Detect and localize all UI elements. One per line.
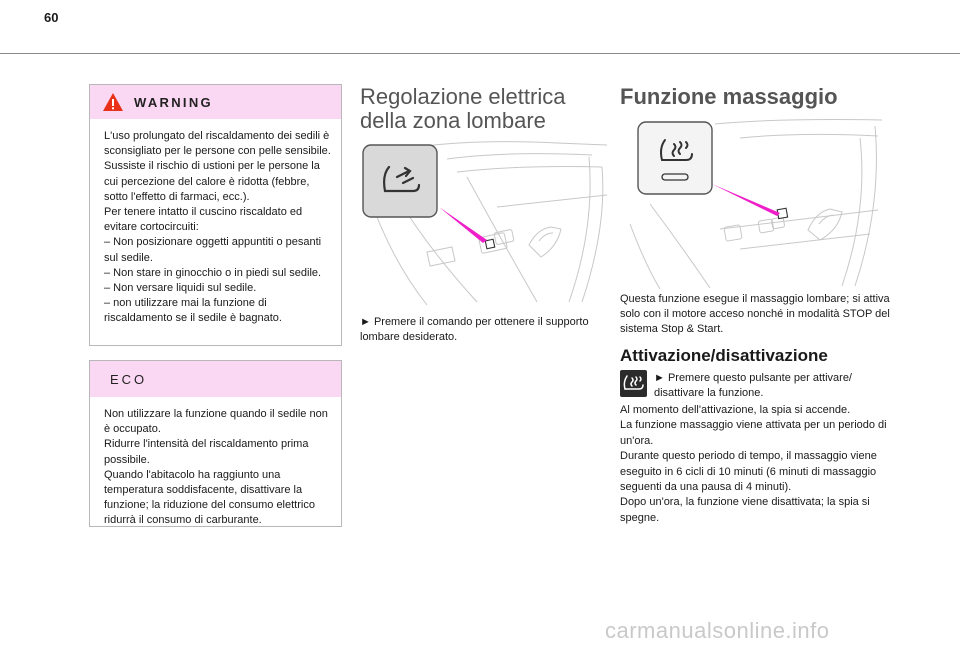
warning-list-item: – Non versare liquidi sul sedile. <box>104 282 257 295</box>
massage-heading: Funzione massaggio <box>620 84 838 109</box>
activation-paragraph: Al momento dell'attivazione, la spia si accende. <box>620 404 851 416</box>
warning-paragraph: L'uso prolungato del riscaldamento dei sedili è sconsigliato per le persone con pelle sensibile. <box>104 130 331 158</box>
massage-icon <box>620 370 647 397</box>
warning-icon <box>102 92 124 112</box>
eco-box <box>89 360 342 527</box>
activation-paragraph: Durante questo periodo di tempo, il massaggio viene eseguito in 6 cicli di 10 minuti (6 minuti di massaggio seguenti da una pausa di 4 minuti). <box>620 450 877 494</box>
page-number: 60 <box>44 10 59 25</box>
activation-paragraph: La funzione massaggio viene attivata per un periodo di un'ora. <box>620 419 887 447</box>
eco-title: ECO <box>110 371 148 387</box>
warning-title: WARNING <box>134 94 213 110</box>
pointer-arrow <box>439 207 487 243</box>
lumbar-heading: Regolazione elettrica della zona lombare <box>360 84 566 133</box>
eco-paragraph: Quando l'abitacolo ha raggiunto una temperatura soddisfacente, disattivare la funzione; la riduzione del consumo elettrico ridurrà il consumo di carburante. <box>104 468 315 527</box>
massage-intro: Questa funzione esegue il massaggio lombare; si attiva solo con il motore acceso nonché in modalità STOP del sistema Stop & Start. <box>620 293 890 335</box>
eco-header <box>90 361 341 397</box>
warning-paragraph: Sussiste il rischio di ustioni per le persone la cui percezione del calore è ridotta (febbre, sotto l'effetto di farmaci, ecc.). <box>104 160 320 203</box>
warning-list-item: – Non posizionare oggetti appuntiti o pesanti sul sedile. <box>104 236 322 264</box>
pointer-arrow <box>712 184 780 216</box>
warning-paragraph: Per tenere intatto il cuscino riscaldato ed evitare cortocircuiti: <box>104 206 303 234</box>
warning-list-item: – Non stare in ginocchio o in piedi sul sedile. <box>104 266 322 279</box>
massage-seat-illustration <box>620 114 888 290</box>
eco-body <box>90 397 341 529</box>
massage-button-icon <box>620 370 647 397</box>
eco-paragraph: Ridurre l'intensità del riscaldamento prima possibile. <box>104 438 309 466</box>
activation-paragraph: Dopo un'ora, la funzione viene disattivata; la spia si spegne. <box>620 496 870 524</box>
lumbar-step: ► Premere il comando per ottenere il supporto lombare desiderato. <box>360 316 589 343</box>
top-rule <box>0 53 960 54</box>
watermark: carmanualsonline.info <box>605 618 830 643</box>
lumbar-seat-illustration <box>357 137 615 307</box>
activation-step: ► Premere questo pulsante per attivare/ disattivare la funzione. <box>654 372 852 399</box>
warning-header <box>90 85 341 119</box>
warning-box <box>89 84 342 346</box>
activation-body <box>620 403 895 526</box>
warning-body <box>90 119 341 327</box>
activation-heading: Attivazione/disattivazione <box>620 346 828 365</box>
warning-list-item: – non utilizzare mai la funzione di riscaldamento se il sedile è bagnato. <box>104 297 282 325</box>
eco-paragraph: Non utilizzare la funzione quando il sedile non è occupato. <box>104 408 328 436</box>
